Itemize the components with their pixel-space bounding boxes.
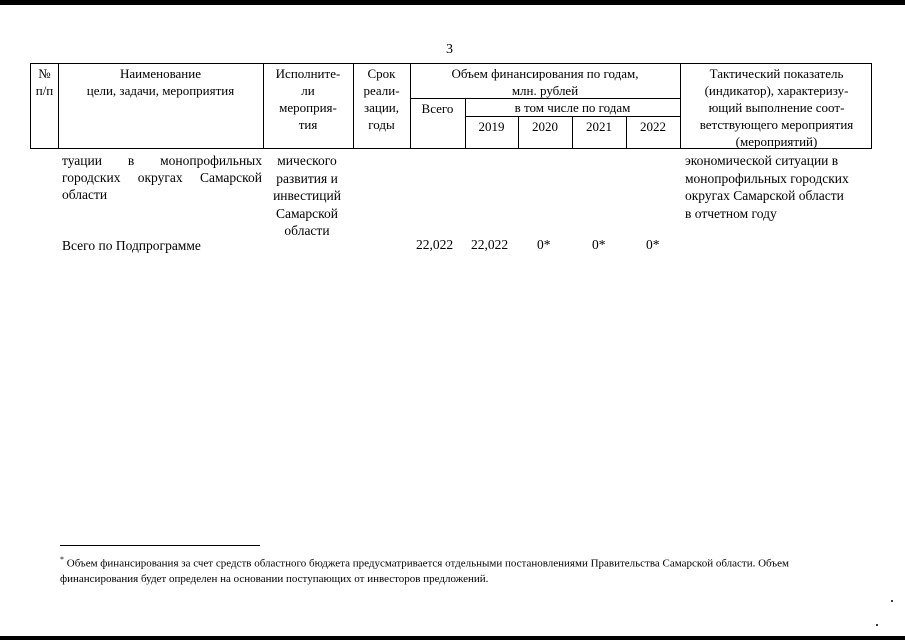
header-year-2019: 2019 [478, 119, 505, 134]
row-indicator: экономической ситуации в монопрофильных городских округах Самарской области в отчетном году [685, 153, 849, 221]
footnote [60, 552, 850, 587]
top-border [0, 0, 905, 5]
row-name-line: туации в монопрофильных [62, 153, 262, 168]
total-all-years: 22,022 [416, 237, 454, 252]
footnote-marker: * [60, 555, 64, 564]
header-executor: Исполните- ли мероприя- тия [275, 66, 341, 132]
total-2020: 0* [537, 237, 551, 252]
scan-speck [876, 624, 878, 626]
header-funding: Объем финансирования по годам, млн. рублей [451, 66, 639, 98]
page-number: 3 [446, 42, 453, 57]
header-year-2020: 2020 [532, 119, 558, 134]
header-num: № п/п [35, 66, 54, 98]
scan-speck [891, 600, 893, 602]
header-total: Всего [421, 101, 454, 116]
header-year-2022: 2022 [640, 119, 666, 134]
total-2019: 22,022 [471, 237, 509, 252]
total-label: Всего по Подпрограмме [62, 238, 201, 253]
header-including: в том числе по годам [514, 100, 631, 115]
footnote-separator [60, 545, 260, 546]
table-header [30, 63, 872, 149]
header-name: Наименование цели, задачи, мероприятия [86, 66, 235, 98]
row-name-line: городских округах Самарской [62, 170, 262, 185]
total-2021: 0* [592, 237, 606, 252]
footnote-text: Объем финансирования за счет средств областного бюджета предусматривается отдельными постановлениями Правительства Самарской области. Объем финансирования будет определен на основании поступающих от инвесторов предложений. [60, 557, 789, 585]
header-year-2021: 2021 [586, 119, 612, 134]
row-name-line: области [62, 187, 108, 202]
bottom-border [0, 636, 905, 640]
header-term: Срок реали- зации, годы [363, 66, 400, 132]
row-divider [465, 116, 680, 117]
header-indicator: Тактический показатель (индикатор), характеризу- ющий выполнение соот- ветствующего мероприятия (мероприятий) [699, 66, 854, 149]
row-executor: мического развития и инвестиций Самарской области [273, 153, 341, 238]
total-2022: 0* [646, 237, 660, 252]
